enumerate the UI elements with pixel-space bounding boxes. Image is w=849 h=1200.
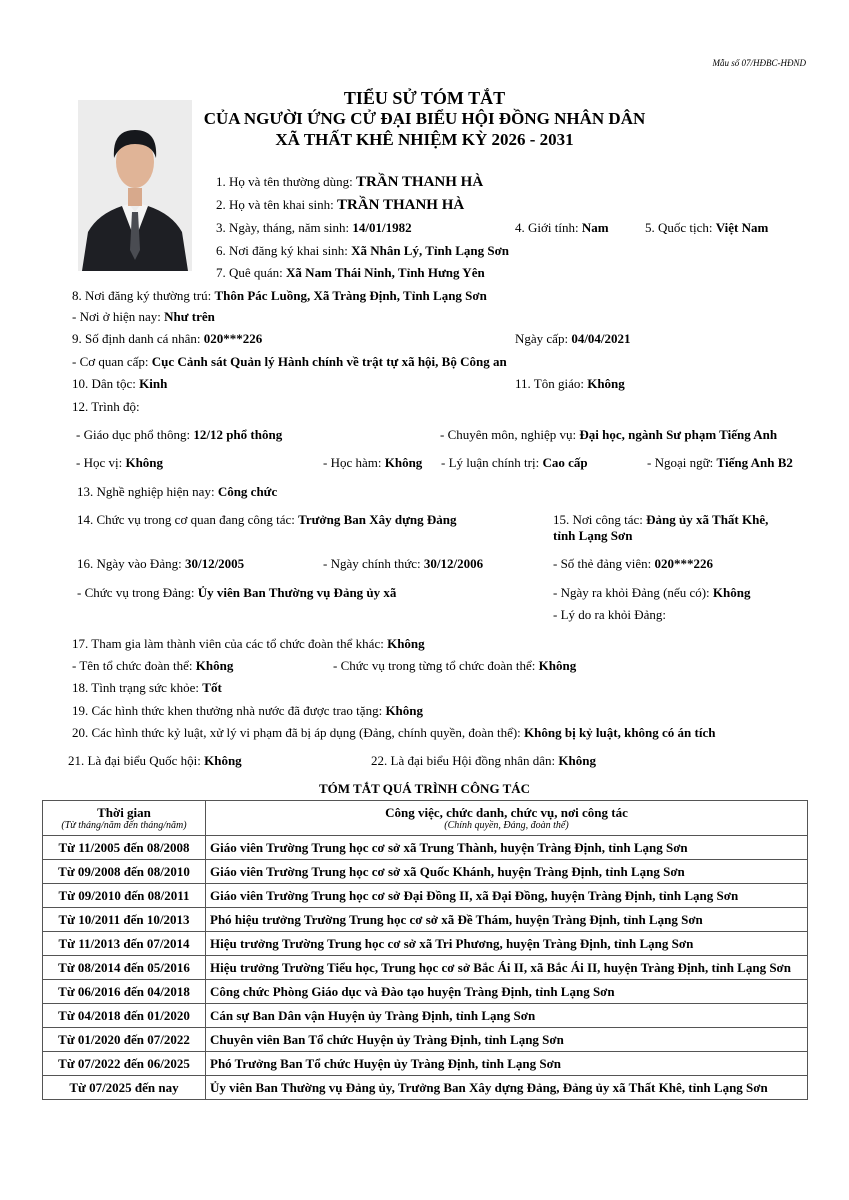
row-time: Từ 06/2016 đến 04/2018 [43, 980, 206, 1004]
row-job: Ủy viên Ban Thường vụ Đảng ủy, Trưởng Ban Xây dựng Đảng, Đảng ủy xã Thất Khê, tỉnh Lạng Sơn [206, 1076, 808, 1100]
field-issuer: - Cơ quan cấp: Cục Cảnh sát Quản lý Hành chính về trật tự xã hội, Bộ Công an [72, 354, 507, 369]
field-party-leave-reason: - Lý do ra khỏi Đảng: [553, 607, 667, 622]
table-row [43, 1028, 808, 1052]
field-common-name: 1. Họ và tên thường dùng: TRẦN THANH HÀ [216, 174, 484, 190]
row-time: Từ 07/2022 đến 06/2025 [43, 1052, 206, 1076]
field-party-join: 16. Ngày vào Đảng: 30/12/2005 [77, 556, 245, 571]
field-political-theory: - Lý luận chính trị: Cao cấp [441, 455, 588, 470]
row-job: Chuyên viên Ban Tổ chức Huyện ủy Tràng Định, tỉnh Lạng Sơn [206, 1028, 808, 1052]
table-row [43, 908, 808, 932]
field-religion: 11. Tôn giáo: Không [515, 376, 625, 391]
table-row [43, 1052, 808, 1076]
row-time: Từ 10/2011 đến 10/2013 [43, 908, 206, 932]
col-job-header [206, 801, 808, 836]
field-hometown: 7. Quê quán: Xã Nam Thái Ninh, Tỉnh Hưng Yên [216, 265, 485, 280]
field-dob: 3. Ngày, tháng, năm sinh: 14/01/1982 [216, 220, 412, 235]
field-party-position: - Chức vụ trong Đảng: Ủy viên Ban Thường vụ Đảng ủy xã [77, 585, 397, 600]
col-time-label: Thời gian [97, 805, 151, 820]
doc-subtitle: CỦA NGƯỜI ỨNG CỬ ĐẠI BIỂU HỘI ĐỒNG NHÂN DÂN [203, 109, 646, 128]
row-job: Phó hiệu trưởng Trường Trung học cơ sở xã Đề Thám, huyện Tràng Định, tỉnh Lạng Sơn [206, 908, 808, 932]
table-row [43, 860, 808, 884]
row-time: Từ 07/2025 đến nay [43, 1076, 206, 1100]
field-education: 12. Trình độ: [72, 399, 140, 414]
work-history-title: TÓM TẮT QUÁ TRÌNH CÔNG TÁC [318, 781, 531, 796]
field-birth-name: 2. Họ và tên khai sinh: TRẦN THANH HÀ [216, 197, 465, 213]
field-org-name: - Tên tổ chức đoàn thể: Không [72, 658, 234, 673]
field-occupation: 13. Nghề nghiệp hiện nay: Công chức [77, 484, 278, 499]
field-nationality: 5. Quốc tịch: Việt Nam [645, 220, 769, 235]
field-degree: - Học vị: Không [76, 455, 164, 470]
field-issue-date: Ngày cấp: 04/04/2021 [515, 331, 631, 346]
field-id-number: 9. Số định danh cá nhân: 020***226 [72, 331, 263, 346]
work-history-table [42, 800, 808, 1100]
row-job: Hiệu trưởng Trường Trung học cơ sở xã Tri Phương, huyện Tràng Định, tỉnh Lạng Sơn [206, 932, 808, 956]
table-row [43, 1076, 808, 1100]
field-specialty: - Chuyên môn, nghiệp vụ: Đại học, ngành Sư phạm Tiếng Anh [440, 427, 778, 442]
table-row [43, 932, 808, 956]
row-job: Công chức Phòng Giáo dục và Đào tạo huyện Tràng Định, tỉnh Lạng Sơn [206, 980, 808, 1004]
row-time: Từ 09/2010 đến 08/2011 [43, 884, 206, 908]
form-number: Mẫu số 07/HĐBC-HĐND [712, 58, 806, 68]
field-party-official: - Ngày chính thức: 30/12/2006 [323, 556, 484, 571]
row-time: Từ 11/2013 đến 07/2014 [43, 932, 206, 956]
doc-title: TIỂU SỬ TÓM TẮT [343, 88, 506, 108]
col-job-label: Công việc, chức danh, chức vụ, nơi công tác [385, 805, 628, 820]
col-time-sublabel: (Từ tháng/năm đến tháng/năm) [61, 820, 187, 831]
field-party-leave-date: - Ngày ra khỏi Đảng (nếu có): Không [553, 585, 751, 600]
field-pc-delegate: 22. Là đại biểu Hội đồng nhân dân: Không [371, 753, 596, 768]
row-job: Cán sự Ban Dân vận Huyện ủy Tràng Định, tỉnh Lạng Sơn [206, 1004, 808, 1028]
field-current-address: - Nơi ở hiện nay: Như trên [72, 309, 215, 324]
table-header-row [43, 801, 808, 836]
row-time: Từ 01/2020 đến 07/2022 [43, 1028, 206, 1052]
field-awards: 19. Các hình thức khen thưởng nhà nước đã được trao tặng: Không [72, 703, 424, 718]
row-time: Từ 09/2008 đến 08/2010 [43, 860, 206, 884]
field-workplace: 15. Nơi công tác: Đảng ủy xã Thất Khê, [553, 512, 769, 527]
field-academic-title: - Học hàm: Không [323, 455, 423, 470]
field-workplace-line2: tỉnh Lạng Sơn [553, 528, 633, 543]
col-time-header [43, 801, 206, 836]
table-row [43, 1004, 808, 1028]
table-row [43, 956, 808, 980]
doc-term: XÃ THẤT KHÊ NHIỆM KỲ 2026 - 2031 [275, 130, 574, 149]
field-org-member: 17. Tham gia làm thành viên của các tổ chức đoàn thể khác: Không [72, 636, 425, 651]
field-general-edu: - Giáo dục phổ thông: 12/12 phổ thông [76, 427, 283, 442]
row-time: Từ 04/2018 đến 01/2020 [43, 1004, 206, 1028]
field-foreign-lang: - Ngoại ngữ: Tiếng Anh B2 [647, 455, 793, 470]
table-row [43, 884, 808, 908]
row-time: Từ 08/2014 đến 05/2016 [43, 956, 206, 980]
field-party-card: - Số thẻ đảng viên: 020***226 [553, 556, 713, 571]
field-ethnicity: 10. Dân tộc: Kinh [72, 376, 168, 391]
col-job-sublabel: (Chính quyền, Đảng, đoàn thể) [444, 820, 569, 831]
field-residence: 8. Nơi đăng ký thường trú: Thôn Pác Luồng, Xã Tràng Định, Tỉnh Lạng Sơn [72, 288, 487, 303]
field-health: 18. Tình trạng sức khỏe: Tốt [72, 680, 222, 695]
row-job: Hiệu trưởng Trường Tiểu học, Trung học cơ sở Bắc Ái II, xã Bắc Ái II, huyện Tràng Định, tỉnh Lạng Sơn [206, 956, 808, 980]
field-position: 14. Chức vụ trong cơ quan đang công tác: Trưởng Ban Xây dựng Đảng [77, 512, 457, 527]
field-org-position: - Chức vụ trong từng tổ chức đoàn thể: Không [333, 658, 577, 673]
row-job: Giáo viên Trường Trung học cơ sở Đại Đồng II, xã Đại Đồng, huyện Tràng Định, tỉnh Lạng Sơn [206, 884, 808, 908]
field-gender: 4. Giới tính: Nam [515, 220, 609, 235]
row-job: Giáo viên Trường Trung học cơ sở xã Trung Thành, huyện Tràng Định, tỉnh Lạng Sơn [206, 836, 808, 860]
field-birth-place: 6. Nơi đăng ký khai sinh: Xã Nhân Lý, Tỉnh Lạng Sơn [216, 243, 510, 258]
row-job: Phó Trưởng Ban Tổ chức Huyện ủy Tràng Định, tỉnh Lạng Sơn [206, 1052, 808, 1076]
field-na-delegate: 21. Là đại biểu Quốc hội: Không [68, 753, 242, 768]
field-discipline: 20. Các hình thức kỷ luật, xử lý vi phạm đã bị áp dụng (Đảng, chính quyền, đoàn thể): Không bị kỷ luật, không có án tích [72, 725, 716, 740]
candidate-photo [78, 100, 192, 271]
table-row [43, 980, 808, 1004]
table-row [43, 836, 808, 860]
row-time: Từ 11/2005 đến 08/2008 [43, 836, 206, 860]
row-job: Giáo viên Trường Trung học cơ sở xã Quốc Khánh, huyện Tràng Định, tỉnh Lạng Sơn [206, 860, 808, 884]
